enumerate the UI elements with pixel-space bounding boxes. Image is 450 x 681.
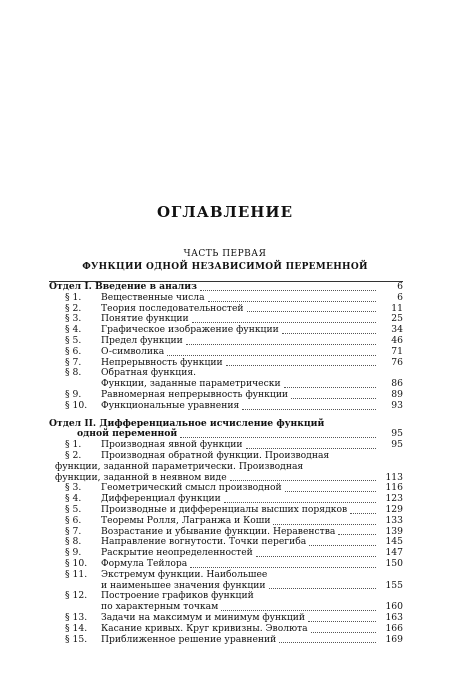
toc-entry-title: Непрерывность функции <box>101 356 223 368</box>
toc-section-number: § 8. <box>65 536 82 548</box>
toc-page-number: 116 <box>385 482 403 494</box>
toc-page-number: 6 <box>397 291 403 303</box>
toc-section-number: § 2. <box>65 449 82 461</box>
toc-entry-row <box>49 635 403 646</box>
toc-page-number: 89 <box>391 388 403 400</box>
toc-section-number: § 13. <box>65 611 88 623</box>
toc-page-number: 145 <box>385 536 403 548</box>
toc-section-number: § 9. <box>65 547 82 559</box>
toc-section-number: § 7. <box>65 356 82 368</box>
toc-heading: ОГЛАВЛЕНИЕ <box>156 203 294 221</box>
dot-leader <box>308 620 376 622</box>
toc-entry-title: Экстремум функции. Наибольшее <box>101 568 268 580</box>
toc-entry-row <box>49 401 403 412</box>
toc-entry-title: Направление вогнутости. Точки перегиба <box>101 536 307 548</box>
toc-entry-title: Касание кривых. Круг кривизны. Эволюта <box>101 622 308 634</box>
dot-leader <box>192 321 376 323</box>
toc-page-number: 6 <box>397 281 403 292</box>
toc-section-number: § 6. <box>65 514 82 526</box>
toc-section-number: § 1. <box>65 439 82 451</box>
toc-section-number: § 3. <box>65 482 82 494</box>
toc-page-number: 11 <box>391 302 403 314</box>
toc-entry-title: Обратная функция. <box>101 367 197 379</box>
dot-leader <box>190 566 376 568</box>
toc-entry-title: Построение графиков функций <box>101 590 254 602</box>
toc-section-number: § 3. <box>65 313 82 325</box>
toc-entry-title: Приближенное решение уравнений <box>101 633 277 645</box>
toc-entry-title: Отдел I. Введение в анализ <box>49 281 197 292</box>
toc-section-number: § 4. <box>65 493 82 505</box>
dot-leader <box>200 289 376 291</box>
toc-page-number: 139 <box>385 525 403 537</box>
toc-page-number: 46 <box>391 334 403 346</box>
toc-page-number: 163 <box>385 611 403 623</box>
dot-leader <box>226 364 376 366</box>
toc-entry-title: Теория последовательностей <box>101 302 244 314</box>
toc-page-number: 71 <box>391 345 403 357</box>
dot-leader <box>224 501 376 503</box>
toc-section-number: § 11. <box>65 568 88 580</box>
dot-leader <box>247 310 376 312</box>
toc-section-number: § 9. <box>65 388 82 400</box>
toc-section-number: § 5. <box>65 334 82 346</box>
toc-entry-title: Отдел II. Дифференциальное исчисление функций <box>49 417 325 429</box>
dot-leader <box>285 490 376 492</box>
toc-entry-title: Раскрытие неопределенностей <box>101 547 253 559</box>
toc-entry-title: Производные и дифференциалы высших порядков <box>101 503 348 515</box>
toc-entry-title: функции, заданной в неявном виде <box>55 471 227 483</box>
toc-page-number: 129 <box>385 503 403 515</box>
toc-section-number: § 12. <box>65 590 88 602</box>
toc-page-number: 160 <box>385 601 403 613</box>
toc-entry-title: одной переменной <box>77 428 178 440</box>
toc-entry-title: Теоремы Ролля, Лагранжа и Коши <box>101 514 271 526</box>
dot-leader <box>350 512 376 514</box>
toc-page-number: 93 <box>391 399 403 411</box>
dot-leader <box>208 300 376 302</box>
toc-entry-title: Геометрический смысл производной <box>101 482 282 494</box>
toc-entry-title: Графическое изображение функции <box>101 324 279 336</box>
dot-leader <box>284 386 376 388</box>
toc-entry-title: Возрастание и убывание функции. Неравенства <box>101 525 336 537</box>
toc-page-number: 86 <box>391 378 403 390</box>
dot-leader <box>273 523 376 525</box>
toc-entry-title: Дифференциал функции <box>101 493 221 505</box>
toc-page-number: 113 <box>385 471 403 483</box>
toc-page-number: 147 <box>385 547 403 559</box>
toc-entry-title: Предел функции <box>101 334 183 346</box>
toc-page-number: 95 <box>391 439 403 451</box>
toc-section-number: § 1. <box>65 291 82 303</box>
toc-entry-title: Функции, заданные параметрически <box>101 378 281 390</box>
toc-page-number: 34 <box>391 324 403 336</box>
toc-section-number: § 4. <box>65 324 82 336</box>
toc-entry-title: Формула Тейлора <box>101 557 188 569</box>
toc-page-number: 133 <box>385 514 403 526</box>
dot-leader <box>221 609 376 611</box>
toc-section-number: § 5. <box>65 503 82 515</box>
dot-leader <box>246 447 376 449</box>
dot-leader <box>291 397 376 399</box>
toc-page-number: 25 <box>391 313 403 325</box>
dot-leader <box>180 436 376 438</box>
dot-leader <box>256 555 376 557</box>
toc-section-number: § 6. <box>65 345 82 357</box>
toc-page-number: 150 <box>385 557 403 569</box>
part-label: ЧАСТЬ ПЕРВАЯ <box>183 249 267 259</box>
toc-section-number: § 15. <box>65 633 88 645</box>
toc-entry-title: Вещественные числа <box>101 291 205 303</box>
toc-entry-title: по характерным точкам <box>101 601 219 613</box>
toc-entry-title: Производная явной функции <box>101 439 243 451</box>
dot-leader <box>338 533 376 535</box>
dot-leader <box>309 544 376 546</box>
toc-entry-title: Понятие функции <box>101 313 189 325</box>
dot-leader <box>242 408 376 410</box>
toc-section-number: § 10. <box>65 557 88 569</box>
toc-entry-title: функции, заданной параметрически. Производная <box>55 460 304 472</box>
toc-entry-title: Равномерная непрерывность функции <box>101 388 289 400</box>
part-title: ФУНКЦИИ ОДНОЙ НЕЗАВИСИМОЙ ПЕРЕМЕННОЙ <box>82 262 368 272</box>
toc-entry-title: Задачи на максимум и минимум функций <box>101 611 306 623</box>
toc-section-number: § 2. <box>65 302 82 314</box>
toc-section-number: § 14. <box>65 622 88 634</box>
toc-page-number: 155 <box>385 579 403 591</box>
toc-entry-title: Функциональные уравнения <box>101 399 240 411</box>
toc-page-number: 76 <box>391 356 403 368</box>
toc-page-number: 95 <box>391 428 403 440</box>
toc-entry-title: O-символика <box>101 345 165 357</box>
dot-leader <box>269 587 376 589</box>
dot-leader <box>311 631 376 633</box>
dot-leader <box>230 479 376 481</box>
dot-leader <box>279 641 376 643</box>
toc-entry-title: и наименьшее значения функции <box>101 579 266 591</box>
toc-section-number: § 7. <box>65 525 82 537</box>
toc-section-number: § 8. <box>65 367 82 379</box>
toc-entry-title: Производная обратной функции. Производная <box>101 449 330 461</box>
dot-leader <box>186 343 376 345</box>
toc-page-number: 166 <box>385 622 403 634</box>
toc-page-number: 169 <box>385 633 403 645</box>
dot-leader <box>282 332 376 334</box>
toc-page-number: 123 <box>385 493 403 505</box>
table-of-contents <box>49 281 403 645</box>
dot-leader <box>167 354 376 356</box>
toc-section-number: § 10. <box>65 399 88 411</box>
